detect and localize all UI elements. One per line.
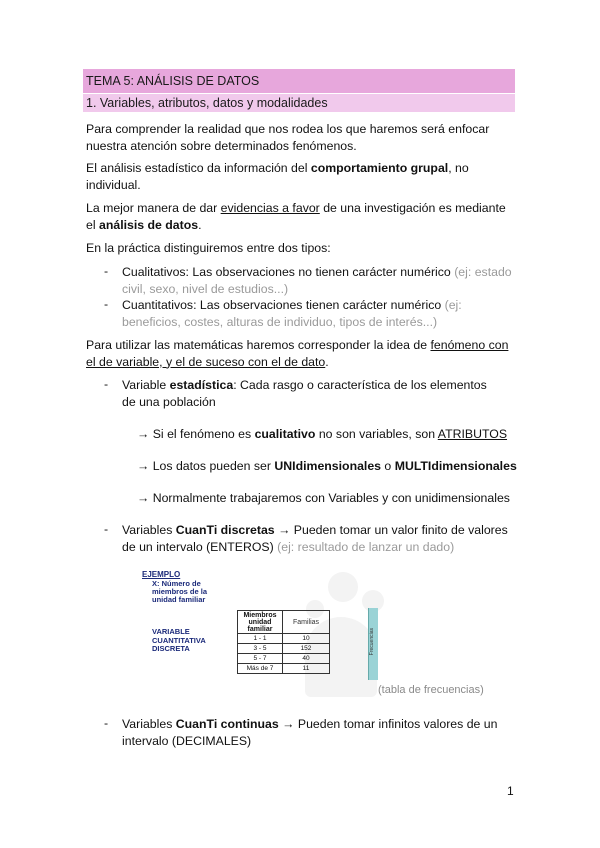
types-list xyxy=(104,264,516,330)
types-intro: En la práctica distinguiremos entre dos tipos: xyxy=(86,241,331,255)
variable-type-label: VARIABLE CUANTITATIVA DISCRETA xyxy=(152,627,206,653)
arrow-line-dimensions: → Los datos pueden ser UNIdimensionales o MULTIdimensionales xyxy=(137,459,517,473)
column-header: Miembros unidad familiar xyxy=(238,611,283,634)
page-title: TEMA 5: ANÁLISIS DE DATOS xyxy=(86,74,260,88)
example-label: EJEMPLO xyxy=(142,570,181,579)
example-figure xyxy=(142,570,377,697)
frequency-table xyxy=(237,610,330,674)
frequency-side-bar: Frecuencias xyxy=(368,608,378,680)
table-row: 3 - 5 152 xyxy=(238,644,330,654)
evidence-paragraph: La mejor manera de dar evidencias a favor de una investigación es mediante el análisis de datos. xyxy=(86,201,506,232)
figure-caption: (tabla de frecuencias) xyxy=(378,684,484,696)
intro-paragraph: Para comprender la realidad que nos rodea los que haremos será enfocar nuestra atención sobre determinados fenómenos. xyxy=(86,122,490,153)
table-row: 1 - 1 10 xyxy=(238,634,330,644)
x-definition: X: Número de miembros de la unidad familiar xyxy=(152,579,208,604)
section-title: 1. Variables, atributos, datos y modalidades xyxy=(86,96,328,110)
table-header-row xyxy=(238,611,330,634)
list-item: - Cuantitativos: Las observaciones tienen carácter numérico (ej: beneficios, costes, alturas de individuo, tipos de interés...) xyxy=(104,297,462,329)
analysis-paragraph: El análisis estadístico da información del comportamiento grupal, no individual. xyxy=(86,161,469,192)
column-header: Familias xyxy=(283,611,330,634)
mapping-paragraph: Para utilizar las matemáticas haremos corresponder la idea de fenómeno con el de variable, y el de suceso con el de dato. xyxy=(86,338,509,369)
arrow-line-attributes: → Si el fenómeno es cualitativo no son variables, son ATRIBUTOS xyxy=(137,427,508,441)
subtitle-band xyxy=(83,94,515,112)
table-row: Más de 7 11 xyxy=(238,664,330,674)
title-band xyxy=(83,69,515,93)
list-item: - Cualitativos: Las observaciones no tienen carácter numérico (ej: estado civil, sexo, nivel de estudios...) xyxy=(104,264,512,296)
table-row: 5 - 7 40 xyxy=(238,654,330,664)
arrow-line-normal: → Normalmente trabajaremos con Variables y con unidimensionales xyxy=(137,491,510,505)
page-number: 1 xyxy=(507,784,514,798)
